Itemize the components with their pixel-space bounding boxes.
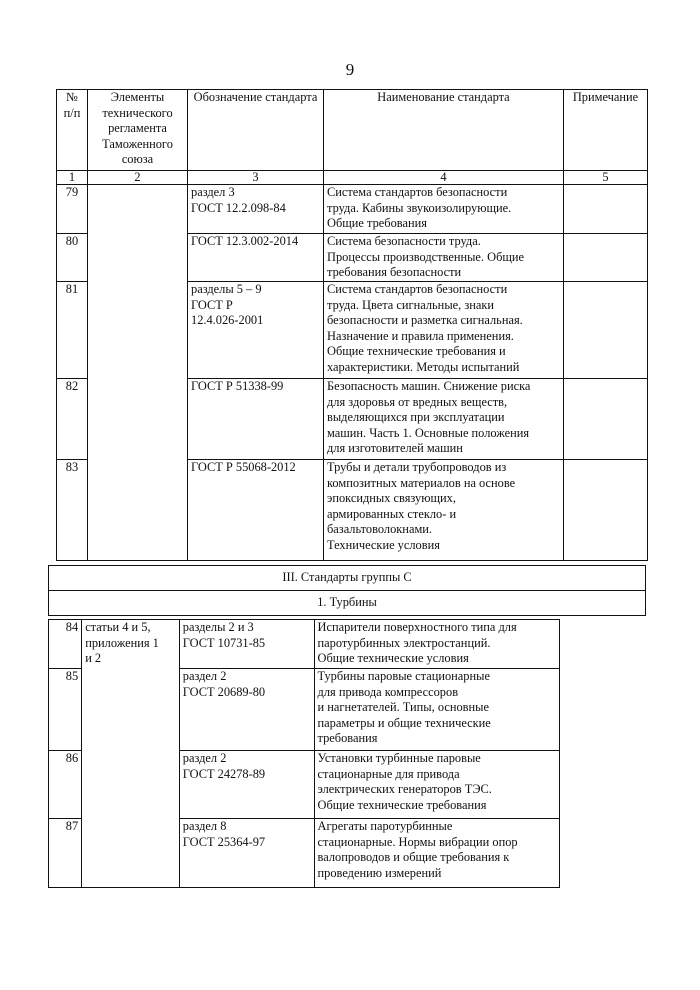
name-cell: Испарители поверхностного типа для паротурбинных электростанций. Общие технические условия <box>314 620 559 669</box>
row-num: 84 <box>49 620 82 669</box>
subsection-row <box>49 591 646 616</box>
row-num: 81 <box>57 282 88 379</box>
note-cell <box>564 234 648 282</box>
row-num: 83 <box>57 460 88 561</box>
section-title: III. Стандарты группы С <box>49 566 646 591</box>
header-elements: Элементы технического регламента Таможенного союза <box>88 90 188 171</box>
column-number: 5 <box>564 171 648 185</box>
name-cell: Безопасность машин. Снижение риска для здоровья от вредных веществ, выделяющихся при эксплуатации машин. Часть 1. Основные положения для изготовителей машин <box>324 379 564 460</box>
designation-cell: разделы 5 – 9 ГОСТ Р 12.4.026-2001 <box>188 282 324 379</box>
header-name: Наименование стандарта <box>324 90 564 171</box>
column-number: 1 <box>57 171 88 185</box>
name-cell: Система безопасности труда. Процессы производственные. Общие требования безопасности <box>324 234 564 282</box>
designation-cell: раздел 2 ГОСТ 24278-89 <box>179 751 314 819</box>
name-cell: Агрегаты паротурбинные стационарные. Нормы вибрации опор валопроводов и общие требования к проведению измерений <box>314 819 559 888</box>
note-cell <box>564 185 648 234</box>
table-row <box>49 620 560 669</box>
header-num: № п/п <box>57 90 88 171</box>
column-number: 4 <box>324 171 564 185</box>
designation-cell: ГОСТ Р 55068-2012 <box>188 460 324 561</box>
column-number: 2 <box>88 171 188 185</box>
column-number-row <box>57 171 648 185</box>
page-number: 9 <box>345 60 355 79</box>
name-cell: Система стандартов безопасности труда. Кабины звукоизолирующие. Общие требования <box>324 185 564 234</box>
designation-cell: разделы 2 и 3 ГОСТ 10731-85 <box>179 620 314 669</box>
header-designation: Обозначение стандарта <box>188 90 324 171</box>
row-num: 82 <box>57 379 88 460</box>
section-row <box>49 566 646 591</box>
header-note: Примечание <box>564 90 648 171</box>
row-num: 80 <box>57 234 88 282</box>
row-num: 87 <box>49 819 82 888</box>
designation-cell: ГОСТ Р 51338-99 <box>188 379 324 460</box>
name-cell: Турбины паровые стационарные для привода компрессоров и нагнетателей. Типы, основные параметры и общие технические требования <box>314 669 559 751</box>
name-cell: Установки турбинные паровые стационарные для привода электрических генераторов ТЭС. Общие технические требования <box>314 751 559 819</box>
row-num: 79 <box>57 185 88 234</box>
table-header-row <box>57 90 648 171</box>
note-cell <box>564 282 648 379</box>
designation-cell: ГОСТ 12.3.002-2014 <box>188 234 324 282</box>
row-num: 86 <box>49 751 82 819</box>
standards-table <box>56 89 648 561</box>
name-cell: Трубы и детали трубопроводов из композитных материалов на основе эпоксидных связующих, армированных стекло- и базальтоволокнами. Технические условия <box>324 460 564 561</box>
elements-cell: статьи 4 и 5, приложения 1 и 2 <box>82 620 180 888</box>
designation-cell: раздел 2 ГОСТ 20689-80 <box>179 669 314 751</box>
column-number: 3 <box>188 171 324 185</box>
designation-cell: раздел 8 ГОСТ 25364-97 <box>179 819 314 888</box>
row-num: 85 <box>49 669 82 751</box>
note-cell <box>564 460 648 561</box>
elements-cell-empty <box>88 185 188 561</box>
designation-cell: раздел 3 ГОСТ 12.2.098-84 <box>188 185 324 234</box>
table-row <box>57 185 648 234</box>
note-cell <box>564 379 648 460</box>
subsection-title: 1. Турбины <box>49 591 646 616</box>
name-cell: Система стандартов безопасности труда. Цвета сигнальные, знаки безопасности и разметка сигнальная. Назначение и правила применения. Общие технические требования и характеристики. Методы испытаний <box>324 282 564 379</box>
section-heading-table <box>48 565 646 616</box>
turbines-table <box>48 619 560 888</box>
